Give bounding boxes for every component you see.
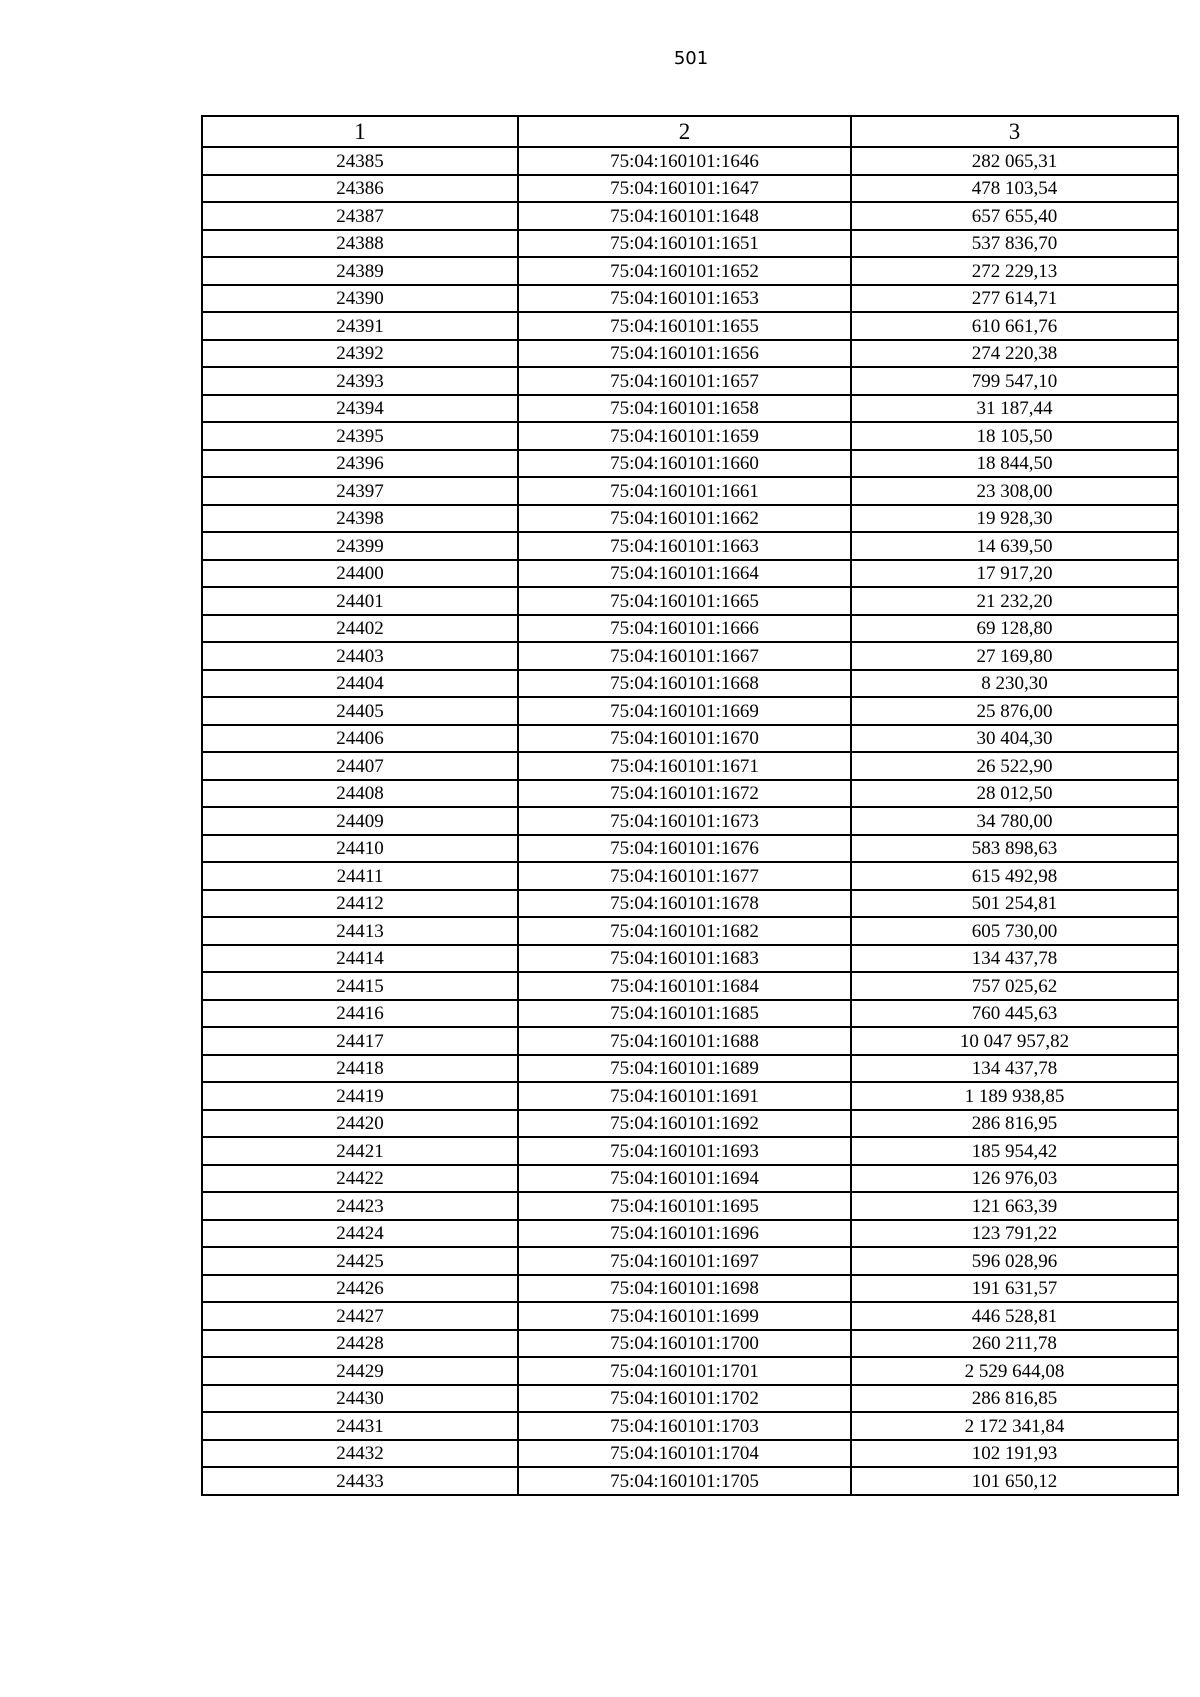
value-cell: 191 631,57 (851, 1275, 1178, 1303)
value-cell: 657 655,40 (851, 202, 1178, 230)
cadastral-number-cell: 75:04:160101:1685 (518, 1000, 851, 1028)
value-cell: 21 232,20 (851, 587, 1178, 615)
table-row (202, 945, 1178, 973)
row-number-cell: 24401 (202, 587, 518, 615)
table-row (202, 450, 1178, 478)
row-number-cell: 24428 (202, 1330, 518, 1358)
table-row (202, 1192, 1178, 1220)
cadastral-number-cell: 75:04:160101:1696 (518, 1220, 851, 1248)
value-cell: 583 898,63 (851, 835, 1178, 863)
value-cell: 23 308,00 (851, 477, 1178, 505)
cadastral-number-cell: 75:04:160101:1702 (518, 1385, 851, 1413)
table-row (202, 1275, 1178, 1303)
row-number-cell: 24390 (202, 285, 518, 313)
row-number-cell: 24416 (202, 1000, 518, 1028)
table-row (202, 285, 1178, 313)
value-cell: 1 189 938,85 (851, 1082, 1178, 1110)
table-row (202, 697, 1178, 725)
value-cell: 18 105,50 (851, 422, 1178, 450)
row-number-cell: 24400 (202, 560, 518, 588)
value-cell: 126 976,03 (851, 1165, 1178, 1193)
value-cell: 8 230,30 (851, 670, 1178, 698)
value-cell: 18 844,50 (851, 450, 1178, 478)
cadastral-number-cell: 75:04:160101:1655 (518, 312, 851, 340)
row-number-cell: 24398 (202, 505, 518, 533)
row-number-cell: 24396 (202, 450, 518, 478)
value-cell: 277 614,71 (851, 285, 1178, 313)
value-cell: 123 791,22 (851, 1220, 1178, 1248)
row-number-cell: 24431 (202, 1412, 518, 1440)
row-number-cell: 24414 (202, 945, 518, 973)
cadastral-number-cell: 75:04:160101:1695 (518, 1192, 851, 1220)
table-row (202, 780, 1178, 808)
value-cell: 799 547,10 (851, 367, 1178, 395)
row-number-cell: 24429 (202, 1357, 518, 1385)
table-row (202, 642, 1178, 670)
cadastral-number-cell: 75:04:160101:1651 (518, 230, 851, 258)
row-number-cell: 24413 (202, 917, 518, 945)
row-number-cell: 24403 (202, 642, 518, 670)
value-cell: 757 025,62 (851, 972, 1178, 1000)
row-number-cell: 24421 (202, 1137, 518, 1165)
value-cell: 760 445,63 (851, 1000, 1178, 1028)
cadastral-number-cell: 75:04:160101:1647 (518, 175, 851, 203)
row-number-cell: 24392 (202, 340, 518, 368)
table-row (202, 807, 1178, 835)
cadastral-number-cell: 75:04:160101:1694 (518, 1165, 851, 1193)
cadastral-number-cell: 75:04:160101:1699 (518, 1302, 851, 1330)
table-row (202, 230, 1178, 258)
value-cell: 34 780,00 (851, 807, 1178, 835)
table-row (202, 670, 1178, 698)
value-cell: 596 028,96 (851, 1247, 1178, 1275)
row-number-cell: 24399 (202, 532, 518, 560)
table-row (202, 1165, 1178, 1193)
row-number-cell: 24405 (202, 697, 518, 725)
value-cell: 185 954,42 (851, 1137, 1178, 1165)
table-row (202, 1137, 1178, 1165)
table-row (202, 615, 1178, 643)
value-cell: 615 492,98 (851, 862, 1178, 890)
table-row (202, 890, 1178, 918)
cadastral-number-cell: 75:04:160101:1698 (518, 1275, 851, 1303)
cadastral-number-cell: 75:04:160101:1693 (518, 1137, 851, 1165)
value-cell: 272 229,13 (851, 257, 1178, 285)
cadastral-number-cell: 75:04:160101:1677 (518, 862, 851, 890)
table-row (202, 752, 1178, 780)
value-cell: 282 065,31 (851, 147, 1178, 175)
cadastral-number-cell: 75:04:160101:1648 (518, 202, 851, 230)
cadastral-number-cell: 75:04:160101:1697 (518, 1247, 851, 1275)
column-header-2: 2 (518, 116, 851, 147)
row-number-cell: 24418 (202, 1055, 518, 1083)
value-cell: 446 528,81 (851, 1302, 1178, 1330)
table-row (202, 505, 1178, 533)
cadastral-number-cell: 75:04:160101:1669 (518, 697, 851, 725)
row-number-cell: 24424 (202, 1220, 518, 1248)
row-number-cell: 24393 (202, 367, 518, 395)
row-number-cell: 24407 (202, 752, 518, 780)
table-row (202, 422, 1178, 450)
value-cell: 26 522,90 (851, 752, 1178, 780)
page-number: 501 (673, 48, 709, 69)
table-row (202, 972, 1178, 1000)
cadastral-number-cell: 75:04:160101:1660 (518, 450, 851, 478)
cadastral-number-cell: 75:04:160101:1700 (518, 1330, 851, 1358)
row-number-cell: 24404 (202, 670, 518, 698)
value-cell: 134 437,78 (851, 945, 1178, 973)
row-number-cell: 24387 (202, 202, 518, 230)
table-row (202, 1385, 1178, 1413)
row-number-cell: 24411 (202, 862, 518, 890)
register-table (201, 115, 1179, 1496)
cadastral-number-cell: 75:04:160101:1689 (518, 1055, 851, 1083)
table-body (202, 116, 1178, 1495)
table-row (202, 1412, 1178, 1440)
cadastral-number-cell: 75:04:160101:1667 (518, 642, 851, 670)
row-number-cell: 24385 (202, 147, 518, 175)
table-row (202, 147, 1178, 175)
value-cell: 2 172 341,84 (851, 1412, 1178, 1440)
column-header-3: 3 (851, 116, 1178, 147)
cadastral-number-cell: 75:04:160101:1661 (518, 477, 851, 505)
row-number-cell: 24394 (202, 395, 518, 423)
value-cell: 27 169,80 (851, 642, 1178, 670)
row-number-cell: 24427 (202, 1302, 518, 1330)
row-number-cell: 24422 (202, 1165, 518, 1193)
row-number-cell: 24410 (202, 835, 518, 863)
cadastral-number-cell: 75:04:160101:1663 (518, 532, 851, 560)
table-row (202, 340, 1178, 368)
row-number-cell: 24391 (202, 312, 518, 340)
row-number-cell: 24423 (202, 1192, 518, 1220)
value-cell: 286 816,85 (851, 1385, 1178, 1413)
row-number-cell: 24388 (202, 230, 518, 258)
cadastral-number-cell: 75:04:160101:1705 (518, 1467, 851, 1495)
row-number-cell: 24433 (202, 1467, 518, 1495)
cadastral-number-cell: 75:04:160101:1664 (518, 560, 851, 588)
cadastral-number-cell: 75:04:160101:1658 (518, 395, 851, 423)
table-row (202, 1055, 1178, 1083)
cadastral-number-cell: 75:04:160101:1691 (518, 1082, 851, 1110)
cadastral-number-cell: 75:04:160101:1704 (518, 1440, 851, 1468)
row-number-cell: 24415 (202, 972, 518, 1000)
table-row (202, 1440, 1178, 1468)
table-header-row (202, 116, 1178, 147)
table-row (202, 312, 1178, 340)
value-cell: 286 816,95 (851, 1110, 1178, 1138)
row-number-cell: 24420 (202, 1110, 518, 1138)
value-cell: 69 128,80 (851, 615, 1178, 643)
cadastral-number-cell: 75:04:160101:1657 (518, 367, 851, 395)
table-row (202, 532, 1178, 560)
cadastral-number-cell: 75:04:160101:1703 (518, 1412, 851, 1440)
value-cell: 10 047 957,82 (851, 1027, 1178, 1055)
value-cell: 478 103,54 (851, 175, 1178, 203)
cadastral-number-cell: 75:04:160101:1670 (518, 725, 851, 753)
value-cell: 2 529 644,08 (851, 1357, 1178, 1385)
cadastral-number-cell: 75:04:160101:1684 (518, 972, 851, 1000)
table-row (202, 560, 1178, 588)
row-number-cell: 24402 (202, 615, 518, 643)
cadastral-number-cell: 75:04:160101:1682 (518, 917, 851, 945)
table-row (202, 367, 1178, 395)
table-row (202, 1110, 1178, 1138)
row-number-cell: 24417 (202, 1027, 518, 1055)
value-cell: 274 220,38 (851, 340, 1178, 368)
value-cell: 17 917,20 (851, 560, 1178, 588)
table-row (202, 1082, 1178, 1110)
cadastral-number-cell: 75:04:160101:1668 (518, 670, 851, 698)
row-number-cell: 24432 (202, 1440, 518, 1468)
value-cell: 25 876,00 (851, 697, 1178, 725)
row-number-cell: 24430 (202, 1385, 518, 1413)
cadastral-number-cell: 75:04:160101:1659 (518, 422, 851, 450)
cadastral-number-cell: 75:04:160101:1676 (518, 835, 851, 863)
row-number-cell: 24419 (202, 1082, 518, 1110)
table-row (202, 587, 1178, 615)
value-cell: 101 650,12 (851, 1467, 1178, 1495)
value-cell: 19 928,30 (851, 505, 1178, 533)
value-cell: 30 404,30 (851, 725, 1178, 753)
cadastral-number-cell: 75:04:160101:1662 (518, 505, 851, 533)
table-row (202, 725, 1178, 753)
cadastral-number-cell: 75:04:160101:1671 (518, 752, 851, 780)
cadastral-number-cell: 75:04:160101:1665 (518, 587, 851, 615)
table-row (202, 862, 1178, 890)
table-row (202, 1220, 1178, 1248)
table-row (202, 1357, 1178, 1385)
value-cell: 537 836,70 (851, 230, 1178, 258)
cadastral-number-cell: 75:04:160101:1653 (518, 285, 851, 313)
row-number-cell: 24426 (202, 1275, 518, 1303)
value-cell: 14 639,50 (851, 532, 1178, 560)
table-row (202, 1467, 1178, 1495)
table-row (202, 1247, 1178, 1275)
value-cell: 501 254,81 (851, 890, 1178, 918)
row-number-cell: 24406 (202, 725, 518, 753)
cadastral-number-cell: 75:04:160101:1683 (518, 945, 851, 973)
row-number-cell: 24425 (202, 1247, 518, 1275)
cadastral-number-cell: 75:04:160101:1701 (518, 1357, 851, 1385)
table-row (202, 917, 1178, 945)
table-row (202, 1027, 1178, 1055)
table-row (202, 1302, 1178, 1330)
row-number-cell: 24408 (202, 780, 518, 808)
value-cell: 102 191,93 (851, 1440, 1178, 1468)
value-cell: 260 211,78 (851, 1330, 1178, 1358)
table-row (202, 202, 1178, 230)
table-row (202, 1330, 1178, 1358)
cadastral-number-cell: 75:04:160101:1688 (518, 1027, 851, 1055)
table-row (202, 1000, 1178, 1028)
cadastral-number-cell: 75:04:160101:1673 (518, 807, 851, 835)
value-cell: 605 730,00 (851, 917, 1178, 945)
table-row (202, 835, 1178, 863)
row-number-cell: 24397 (202, 477, 518, 505)
row-number-cell: 24412 (202, 890, 518, 918)
row-number-cell: 24409 (202, 807, 518, 835)
cadastral-number-cell: 75:04:160101:1656 (518, 340, 851, 368)
row-number-cell: 24389 (202, 257, 518, 285)
value-cell: 121 663,39 (851, 1192, 1178, 1220)
value-cell: 28 012,50 (851, 780, 1178, 808)
table-row (202, 395, 1178, 423)
cadastral-number-cell: 75:04:160101:1692 (518, 1110, 851, 1138)
column-header-1: 1 (202, 116, 518, 147)
table-row (202, 477, 1178, 505)
cadastral-number-cell: 75:04:160101:1646 (518, 147, 851, 175)
cadastral-number-cell: 75:04:160101:1678 (518, 890, 851, 918)
cadastral-number-cell: 75:04:160101:1652 (518, 257, 851, 285)
cadastral-number-cell: 75:04:160101:1666 (518, 615, 851, 643)
table-row (202, 257, 1178, 285)
cadastral-number-cell: 75:04:160101:1672 (518, 780, 851, 808)
value-cell: 134 437,78 (851, 1055, 1178, 1083)
table-row (202, 175, 1178, 203)
row-number-cell: 24395 (202, 422, 518, 450)
value-cell: 610 661,76 (851, 312, 1178, 340)
value-cell: 31 187,44 (851, 395, 1178, 423)
row-number-cell: 24386 (202, 175, 518, 203)
